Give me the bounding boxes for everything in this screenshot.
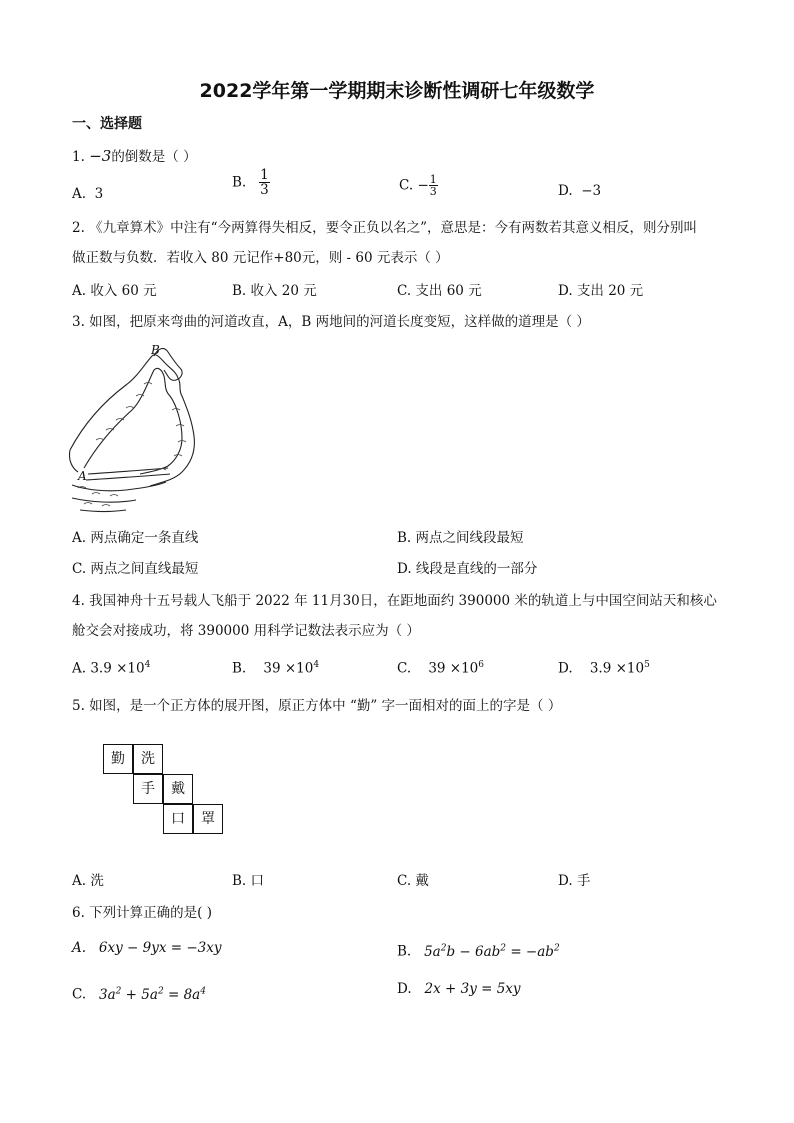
q5-option-a: A. 洗 xyxy=(72,873,104,889)
q4-option-b xyxy=(232,655,319,679)
option-label: D. xyxy=(558,660,573,677)
q5-option-c: C. 戴 xyxy=(397,873,429,889)
question-expression: −3 xyxy=(89,147,112,165)
question-1 xyxy=(72,146,197,167)
q2-option-c: C. 支出 60 元 xyxy=(397,283,482,299)
net-cell-xi: 洗 xyxy=(133,744,163,774)
option-value: −3 xyxy=(581,183,602,199)
q3-option-b: B. 两点之间线段最短 xyxy=(397,530,524,546)
net-cell-kou: 口 xyxy=(163,804,193,834)
q1-option-b xyxy=(232,168,270,197)
option-label: B. xyxy=(397,943,412,960)
option-label: D. xyxy=(558,183,573,199)
question-text: 的倒数是（ ） xyxy=(111,149,197,165)
option-exponent: 4 xyxy=(144,660,151,670)
q1-option-c xyxy=(399,174,438,197)
net-cell-zhao: 罩 xyxy=(193,804,223,834)
q1-option-d xyxy=(558,181,601,201)
q6-option-c xyxy=(72,981,206,1005)
question-2-line-2: 做正数与负数．若收入 80 元记作+80元，则 - 60 元表示（ ） xyxy=(72,250,449,266)
question-4-line-2: 舱交会对接成功，将 390000 用科学记数法表示应为（ ） xyxy=(72,623,420,639)
option-label: A. xyxy=(72,940,87,956)
net-cell-dai: 戴 xyxy=(163,774,193,804)
option-expression: 6xy − 9yx = −3xy xyxy=(98,940,222,956)
q2-option-b: B. 收入 20 元 xyxy=(232,283,317,299)
q5-option-d: D. 手 xyxy=(558,873,591,889)
q1-option-a xyxy=(72,184,103,204)
option-expression: $3a^2 + 5a^2 = 8a^4$ xyxy=(99,986,206,1003)
point-label-a: A xyxy=(78,469,87,483)
q5-option-b: B. 口 xyxy=(232,873,265,889)
point-label-b: B xyxy=(151,343,160,357)
option-base: 3.9 ×10 xyxy=(589,660,645,677)
q6-option-d xyxy=(397,979,521,999)
q3-option-c: C. 两点之间直线最短 xyxy=(72,561,199,577)
q6-option-a xyxy=(72,938,222,958)
option-label: A. xyxy=(72,186,87,202)
option-base: 39 ×10 xyxy=(263,660,314,677)
q2-option-d: D. 支出 20 元 xyxy=(558,283,644,299)
page-title: 2022学年第一学期期末诊断性调研七年级数学 xyxy=(199,80,595,102)
fraction-denominator: 3 xyxy=(260,182,269,198)
option-base: 3.9 ×10 xyxy=(90,660,145,677)
option-label: D. xyxy=(397,981,412,997)
q4-option-c xyxy=(397,655,484,679)
cube-net-figure xyxy=(103,744,228,839)
option-exponent: 6 xyxy=(478,660,485,670)
section-heading: 一、选择题 xyxy=(72,116,142,132)
question-number: 1. xyxy=(72,149,85,165)
q2-option-a: A. 收入 60 元 xyxy=(72,283,157,299)
net-cell-shou: 手 xyxy=(133,774,163,804)
river-figure xyxy=(66,340,216,520)
q3-option-a: A. 两点确定一条直线 xyxy=(72,530,199,546)
question-5: 5. 如图，是一个正方体的展开图，原正方体中 “勤” 字一面相对的面上的字是（ ） xyxy=(72,698,562,714)
question-3: 3. 如图，把原来弯曲的河道改直，A，B 两地间的河道长度变短，这样做的道理是（ ） xyxy=(72,314,590,330)
option-value: 3 xyxy=(94,186,104,202)
fraction-numerator: 1 xyxy=(429,173,437,186)
q4-option-a xyxy=(72,655,150,679)
q3-option-d: D. 线段是直线的一部分 xyxy=(397,561,538,577)
option-exponent: 4 xyxy=(313,660,320,670)
option-label: C. xyxy=(72,986,87,1003)
fraction-sign: − xyxy=(417,177,429,194)
option-label: C. xyxy=(397,660,412,677)
question-6: 6. 下列计算正确的是( ) xyxy=(72,905,212,921)
question-2-line-1: 2. 《九章算术》中注有“今两算得失相反，要令正负以名之”，意思是：今有两数若其意义相反，则分别叫 xyxy=(72,220,697,236)
option-expression: 2x + 3y = 5xy xyxy=(424,981,521,997)
option-label: B. xyxy=(232,660,247,677)
option-label: A. xyxy=(72,660,87,677)
option-exponent: 5 xyxy=(644,660,650,670)
q6-option-b xyxy=(397,938,560,962)
option-label: C. xyxy=(399,177,414,194)
question-4-line-1: 4. 我国神舟十五号载人飞船于 2022 年 11月30日，在距地面约 390000 米的轨道上与中国空间站天和核心 xyxy=(72,593,717,609)
fraction-denominator: 3 xyxy=(429,185,437,198)
option-expression: $5a^2b - 6ab^2 = -ab^2$ xyxy=(424,943,560,960)
q4-option-d xyxy=(558,655,650,679)
option-base: 39 ×10 xyxy=(428,660,479,677)
net-cell-qin: 勤 xyxy=(103,744,133,774)
option-label: B. xyxy=(232,174,247,191)
fraction-numerator: 1 xyxy=(260,167,269,183)
